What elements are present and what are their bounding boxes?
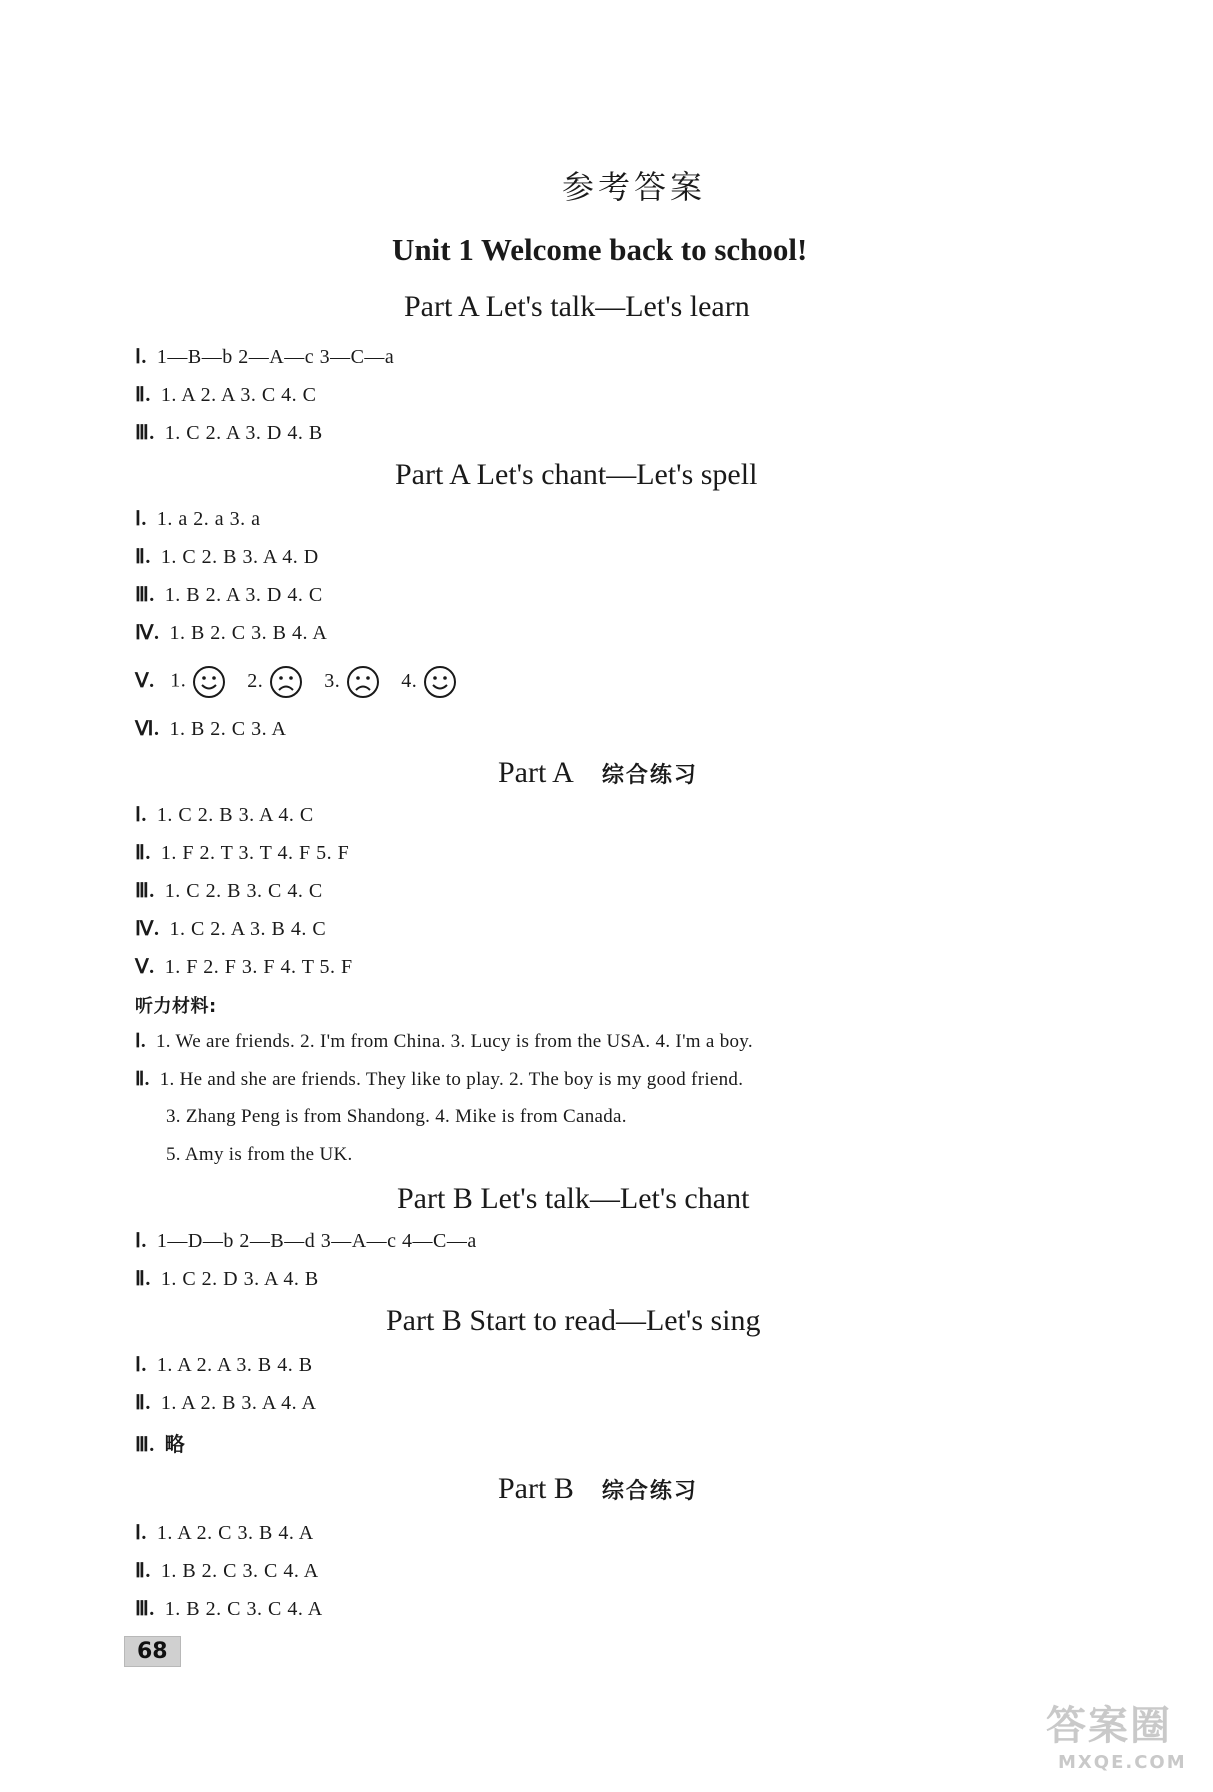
answer-line: [135, 582, 323, 607]
line-label: Ⅰ.: [135, 1354, 147, 1376]
answer-text: 1. C 2. B 3. A 4. C: [156, 804, 314, 826]
answer-line: [135, 1228, 477, 1253]
line-label: Ⅰ.: [135, 1230, 147, 1252]
section-heading-part-b-read-sing: Part B Start to read—Let's sing: [386, 1304, 761, 1337]
line-label: Ⅳ.: [135, 622, 160, 644]
listening-line: [166, 1144, 353, 1166]
sad-face-icon: [269, 665, 303, 699]
watermark-logo: 答案圈: [1046, 1703, 1172, 1749]
section-heading-cn: 综合练习: [601, 1479, 698, 1504]
line-label: Ⅰ.: [135, 346, 147, 368]
line-label: Ⅲ.: [135, 584, 155, 606]
section-heading-part-a-practice: [498, 756, 698, 790]
line-label: Ⅰ.: [135, 508, 147, 530]
watermark-url: MXQE.COM: [1058, 1752, 1187, 1773]
answer-text: 1. A 2. A 3. C 4. C: [160, 384, 317, 406]
answer-text: 略: [164, 1432, 186, 1456]
answer-text: 1. B 2. C 3. B 4. A: [169, 622, 328, 644]
answer-text: 1. C 2. B 3. A 4. D: [160, 546, 319, 568]
section-heading-en: Part B: [498, 1472, 574, 1505]
answer-text: 1. B 2. C 3. C 4. A: [160, 1560, 319, 1582]
answer-line: [135, 344, 394, 369]
happy-face-icon: [423, 665, 457, 699]
item-number: 2.: [247, 669, 264, 692]
section-heading-part-b-talk-chant: Part B Let's talk—Let's chant: [397, 1182, 750, 1215]
answer-text: 1. A 2. A 3. B 4. B: [156, 1354, 313, 1376]
answer-line: [135, 1558, 319, 1583]
answer-text: 1. C 2. B 3. C 4. C: [164, 880, 323, 902]
line-label: Ⅲ.: [135, 1434, 155, 1456]
answer-text: 1—B—b 2—A—c 3—C—a: [156, 346, 395, 368]
answer-line: [135, 544, 319, 569]
section-heading-part-a-chant-spell: Part A Let's chant—Let's spell: [395, 458, 758, 491]
section-heading-part-a-talk-learn: Part A Let's talk—Let's learn: [404, 290, 750, 323]
answer-line: [135, 1520, 314, 1545]
line-label: Ⅱ.: [135, 1392, 151, 1414]
line-label: Ⅱ.: [135, 1560, 151, 1582]
answer-text: 1. F 2. T 3. T 4. F 5. F: [160, 842, 350, 864]
answer-text: 1. C 2. D 3. A 4. B: [160, 1268, 319, 1290]
line-label: Ⅳ.: [135, 918, 160, 940]
answer-line: [135, 420, 323, 445]
listening-text: 1. We are friends. 2. I'm from China. 3. Lucy is from the USA. 4. I'm a boy.: [155, 1031, 753, 1052]
line-label: Ⅰ.: [135, 804, 147, 826]
answer-line: [135, 1352, 313, 1377]
line-label: Ⅱ.: [135, 546, 151, 568]
answer-line: [135, 716, 286, 741]
listening-line: [166, 1106, 627, 1128]
section-heading-part-b-practice: [498, 1472, 698, 1506]
answer-line: [135, 1596, 323, 1621]
answer-text: 1. B 2. C 3. A: [169, 718, 287, 740]
line-label: Ⅱ.: [135, 1069, 150, 1090]
listening-text: 5. Amy is from the UK.: [166, 1144, 353, 1165]
listening-text: 1. He and she are friends. They like to play. 2. The boy is my good friend.: [159, 1069, 744, 1090]
listening-text: 3. Zhang Peng is from Shandong. 4. Mike is from Canada.: [166, 1106, 627, 1127]
sad-face-icon: [346, 665, 380, 699]
answer-line: [135, 382, 317, 407]
item-number: 1.: [170, 669, 187, 692]
section-heading-en: Part A: [498, 756, 574, 789]
answer-line: [135, 916, 326, 941]
answer-text: 1. A 2. B 3. A 4. A: [160, 1392, 317, 1414]
answer-text: 1. B 2. C 3. C 4. A: [164, 1598, 323, 1620]
item-number: 3.: [324, 669, 341, 692]
happy-face-icon: [192, 665, 226, 699]
page-number: 68: [124, 1636, 181, 1667]
answer-text: 1. a 2. a 3. a: [156, 508, 261, 530]
line-label: Ⅴ.: [135, 956, 155, 978]
listening-heading: 听力材料:: [135, 996, 217, 1017]
answer-text: 1. C 2. A 3. B 4. C: [169, 918, 327, 940]
line-label: Ⅱ.: [135, 1268, 151, 1290]
listening-line: [135, 1068, 743, 1091]
line-label: Ⅰ.: [135, 1031, 146, 1052]
answer-line: [135, 1390, 317, 1415]
line-label: Ⅲ.: [135, 880, 155, 902]
line-label: Ⅰ.: [135, 1522, 147, 1544]
answer-text: 1. C 2. A 3. D 4. B: [164, 422, 323, 444]
answer-line: [135, 1428, 185, 1457]
answer-text: 1. F 2. F 3. F 4. T 5. F: [164, 956, 353, 978]
answer-line: [135, 802, 314, 827]
answer-line-faces: [135, 665, 457, 699]
line-label: Ⅲ.: [135, 1598, 155, 1620]
answer-line: [135, 1266, 319, 1291]
line-label: Ⅱ.: [135, 384, 151, 406]
page-title: 参考答案: [562, 168, 707, 206]
answer-text: 1—D—b 2—B—d 3—A—c 4—C—a: [156, 1230, 477, 1252]
line-label: Ⅲ.: [135, 422, 155, 444]
answer-line: [135, 506, 261, 531]
answer-line: [135, 620, 327, 645]
section-heading-cn: 综合练习: [601, 763, 698, 788]
answer-line: [135, 878, 323, 903]
answer-line: [135, 954, 353, 979]
line-label: Ⅱ.: [135, 842, 151, 864]
unit-title: Unit 1 Welcome back to school!: [392, 232, 808, 267]
line-label: Ⅴ.: [135, 669, 155, 692]
answer-line: [135, 840, 349, 865]
answer-text: 1. A 2. C 3. B 4. A: [156, 1522, 314, 1544]
item-number: 4.: [401, 669, 418, 692]
listening-line: [135, 1030, 753, 1053]
line-label: Ⅵ.: [135, 718, 160, 740]
answer-text: 1. B 2. A 3. D 4. C: [164, 584, 323, 606]
